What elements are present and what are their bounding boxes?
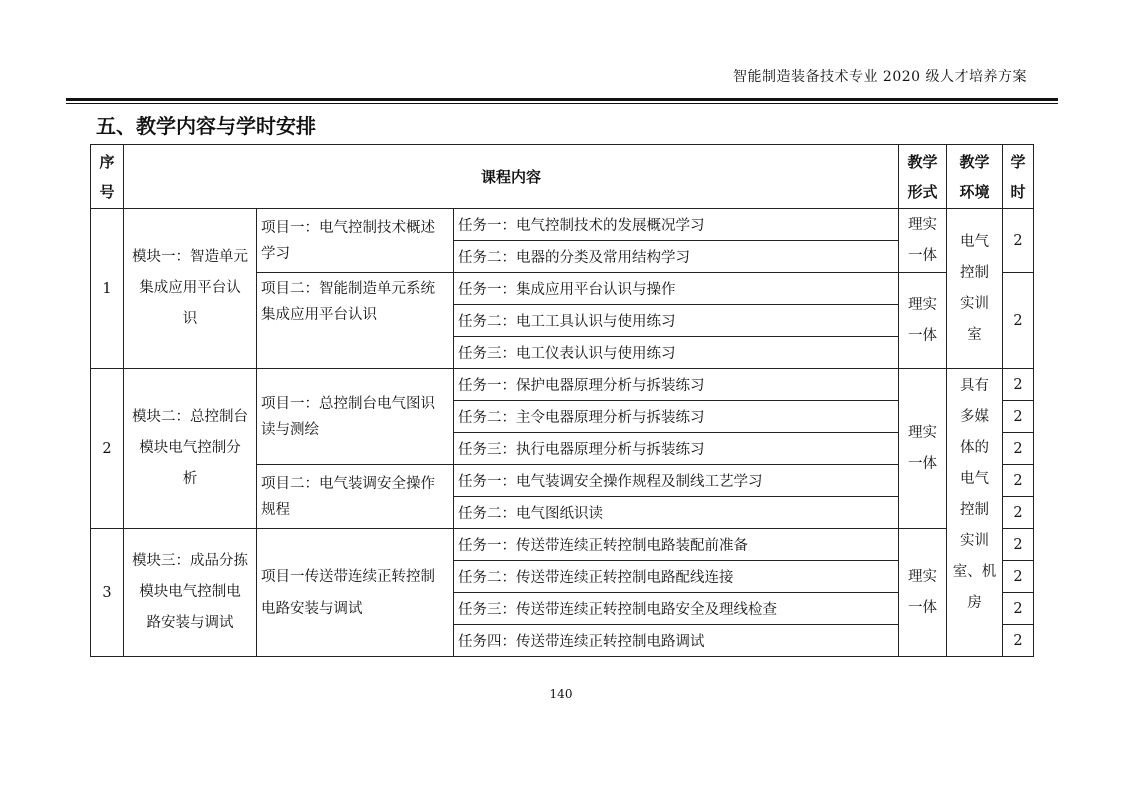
- hours-cell: 2: [1003, 625, 1034, 657]
- header-seq-line: 号: [99, 182, 115, 201]
- task-cell: 任务三：执行电器原理分析与拆装练习: [454, 433, 899, 465]
- module-name: [124, 529, 257, 657]
- hours-cell: 2: [1003, 273, 1034, 369]
- teaching-environment: [947, 369, 1003, 657]
- env-line: 控制: [960, 264, 989, 281]
- env-line: 控制: [960, 502, 989, 518]
- header-hours-line: 时: [1010, 182, 1026, 201]
- teaching-environment: [947, 209, 1003, 369]
- teaching-form-line: 一体: [908, 247, 937, 264]
- hours-cell: 2: [1003, 497, 1034, 529]
- project-name: 项目二：智能制造单元系统集成应用平台认识: [257, 273, 454, 369]
- header-rule-thick: [66, 98, 1058, 101]
- task-cell: 任务四：传送带连续正转控制电路调试: [454, 625, 899, 657]
- hours-cell: 2: [1003, 561, 1034, 593]
- module-name-line: 识: [182, 311, 198, 327]
- hours-cell: 2: [1003, 369, 1034, 401]
- table-row: [91, 209, 1034, 241]
- task-cell: 任务一：传送带连续正转控制电路装配前准备: [454, 529, 899, 561]
- teaching-form: [899, 529, 947, 657]
- module-name-line: 模块二：总控制台: [132, 409, 248, 425]
- table-row: [91, 529, 1034, 561]
- env-line: 体的: [960, 440, 989, 456]
- task-cell: 任务一：集成应用平台认识与操作: [454, 273, 899, 305]
- env-line: 电气: [960, 471, 989, 487]
- teaching-form-line: 理实: [908, 296, 937, 313]
- env-line: 实训: [960, 295, 989, 312]
- teaching-form-line: 一体: [908, 599, 937, 616]
- module-name-line: 模块电气控制分: [139, 440, 241, 456]
- teaching-form-line: 理实: [908, 216, 937, 233]
- header-hours-line: 学: [1010, 152, 1026, 171]
- teaching-form-line: 一体: [908, 455, 937, 472]
- task-cell: 任务二：电器的分类及常用结构学习: [454, 241, 899, 273]
- task-cell: 任务三：电工仪表认识与使用练习: [454, 337, 899, 369]
- hours-cell: 2: [1003, 209, 1034, 273]
- task-cell: 任务一：保护电器原理分析与拆装练习: [454, 369, 899, 401]
- header-content: 课程内容: [124, 145, 899, 209]
- header-env: [947, 145, 1003, 209]
- table-header-row: [91, 145, 1034, 209]
- hours-cell: 2: [1003, 401, 1034, 433]
- task-cell: 任务一：电气装调安全操作规程及制线工艺学习: [454, 465, 899, 497]
- task-cell: 任务三：传送带连续正转控制电路安全及理线检查: [454, 593, 899, 625]
- teaching-form-line: 理实: [908, 424, 937, 441]
- module-name: [124, 209, 257, 369]
- page-number: 140: [549, 687, 573, 701]
- module-name-line: 析: [182, 471, 198, 487]
- header-form: [899, 145, 947, 209]
- env-line: 室: [967, 326, 982, 343]
- project-name: 项目二：电气装调安全操作规程: [257, 465, 454, 529]
- env-line: 多媒: [960, 409, 989, 425]
- header-form-line: 形式: [907, 182, 938, 201]
- hours-cell: 2: [1003, 593, 1034, 625]
- section-title: 五、教学内容与学时安排: [96, 114, 316, 138]
- project-name: 项目一传送带连续正转控制电路安装与调试: [257, 529, 454, 657]
- teaching-form: [899, 273, 947, 369]
- header-seq: [91, 145, 124, 209]
- module-name: [124, 369, 257, 529]
- table-row: [91, 369, 1034, 401]
- document-header-title: 智能制造装备技术专业 2020 级人才培养方案: [732, 69, 1027, 85]
- module-name-line: 模块三：成品分拣: [132, 553, 248, 569]
- header-hours: [1003, 145, 1034, 209]
- hours-cell: 2: [1003, 529, 1034, 561]
- module-seq: 1: [91, 209, 124, 369]
- env-line: 具有: [960, 378, 989, 394]
- module-seq: 3: [91, 529, 124, 657]
- env-line: 电气: [960, 233, 989, 250]
- env-line: 室、机: [952, 564, 997, 580]
- task-cell: 任务二：电工工具认识与使用练习: [454, 305, 899, 337]
- task-cell: 任务一：电气控制技术的发展概况学习: [454, 209, 899, 241]
- header-form-line: 教学: [907, 152, 938, 171]
- task-cell: 任务二：传送带连续正转控制电路配线连接: [454, 561, 899, 593]
- module-seq: 2: [91, 369, 124, 529]
- teaching-form: [899, 369, 947, 529]
- module-name-line: 路安装与调试: [146, 615, 234, 631]
- env-line: 房: [967, 595, 982, 611]
- teaching-form-line: 一体: [908, 327, 937, 344]
- header-env-line: 教学: [959, 152, 990, 171]
- module-name-line: 集成应用平台认: [139, 280, 241, 296]
- teaching-form: [899, 209, 947, 273]
- task-cell: 任务二：电气图纸识读: [454, 497, 899, 529]
- module-name-line: 模块电气控制电: [139, 584, 241, 600]
- task-cell: 任务二：主令电器原理分析与拆装练习: [454, 401, 899, 433]
- hours-cell: 2: [1003, 465, 1034, 497]
- teaching-schedule-table: [90, 144, 1034, 657]
- header-rule-thin: [66, 103, 1058, 104]
- header-seq-line: 序: [99, 152, 115, 171]
- project-name: 项目一：电气控制技术概述学习: [257, 209, 454, 273]
- module-name-line: 模块一：智造单元: [132, 249, 248, 265]
- teaching-form-line: 理实: [908, 568, 937, 585]
- project-name: 项目一：总控制台电气图识读与测绘: [257, 369, 454, 465]
- header-env-line: 环境: [959, 182, 990, 201]
- hours-cell: 2: [1003, 433, 1034, 465]
- env-line: 实训: [960, 533, 989, 549]
